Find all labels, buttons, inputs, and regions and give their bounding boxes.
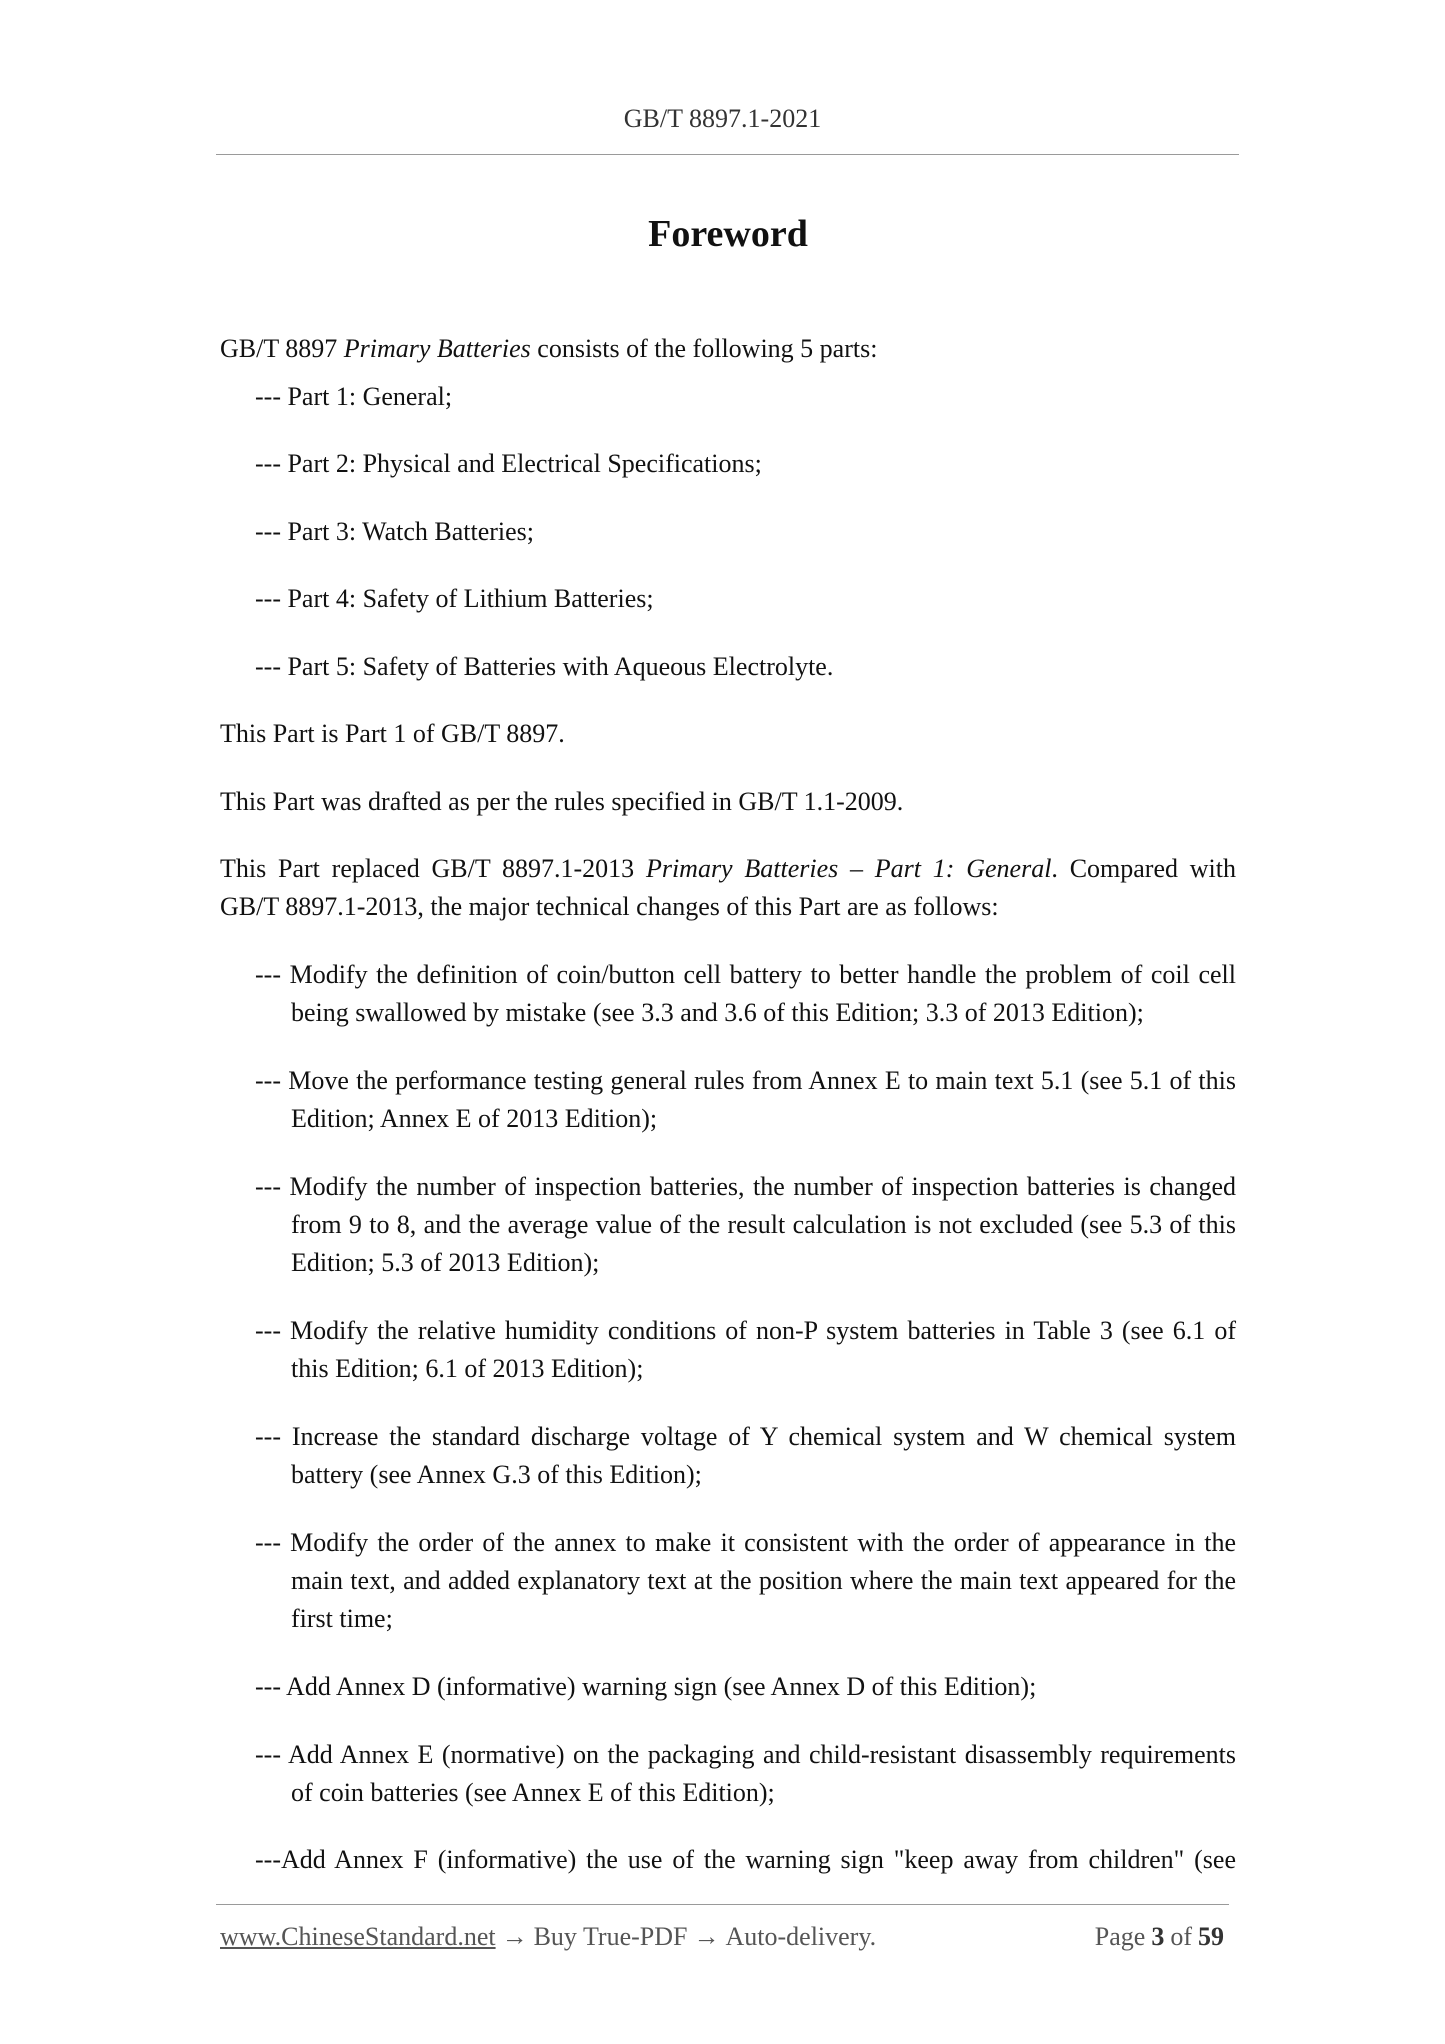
change-list-item: ---Add Annex F (informative) the use of the warning sign "keep away from children" (see (255, 1845, 1236, 1874)
replaced-paragraph (220, 850, 1236, 926)
change-list-item: --- Modify the number of inspection batteries, the number of inspection batteries is changed from 9 to 8, and the average value of the result calculation is not excluded (see 5.3 of this Edition; 5.3 of 2013 Edition); (255, 1172, 1236, 1277)
part-list-item: --- Part 2: Physical and Electrical Specifications; (255, 449, 762, 478)
replaced-prefix: This Part replaced GB/T 8897.1-2013 (220, 854, 646, 883)
change-list-item: --- Modify the order of the annex to make it consistent with the order of appearance in the main text, and added explanatory text at the position where the main text appeared for the first time; (255, 1528, 1236, 1633)
total-pages-number: 59 (1198, 1922, 1224, 1951)
buy-pdf-text: Buy True-PDF (533, 1922, 688, 1951)
change-list-item: --- Modify the definition of coin/button cell battery to better handle the problem of coil cell being swallowed by mistake (see 3.3 and 3.6 of this Edition; 3.3 of 2013 Edition); (255, 960, 1236, 1027)
replaced-italic-title: Primary Batteries – Part 1: General (645, 854, 1052, 883)
header-divider (216, 154, 1239, 155)
change-list-item: --- Modify the relative humidity conditions of non-P system batteries in Table 3 (see 6.1 of this Edition; 6.1 of 2013 Edition); (255, 1316, 1236, 1383)
auto-delivery-text: Auto-delivery. (725, 1922, 877, 1951)
document-id-header: GB/T 8897.1-2021 (623, 104, 822, 133)
part-statement-paragraph: This Part is Part 1 of GB/T 8897. (220, 719, 565, 748)
intro-italic-title: Primary Batteries (343, 334, 531, 363)
change-list-item: --- Increase the standard discharge voltage of Y chemical system and W chemical system battery (see Annex G.3 of this Edition); (255, 1422, 1236, 1489)
replaced-suffix: . Compared with GB/T 8897.1-2013, the major technical changes of this Part are as follows: (220, 854, 1236, 921)
intro-suffix: consists of the following 5 parts: (530, 334, 878, 363)
change-list-item: --- Move the performance testing general rules from Annex E to main text 5.1 (see 5.1 of this Edition; Annex E of 2013 Edition); (255, 1066, 1236, 1133)
part-list-item: --- Part 1: General; (255, 382, 453, 411)
site-link[interactable]: www.ChineseStandard.net (220, 1922, 496, 1951)
page-indicator (1095, 1922, 1230, 1952)
arrow-right-icon: → (501, 1922, 528, 1951)
part-list-item: --- Part 5: Safety of Batteries with Aqueous Electrolyte. (255, 652, 834, 681)
footer-divider (216, 1904, 1229, 1905)
intro-paragraph (220, 330, 1236, 368)
arrow-right-icon: → (693, 1922, 720, 1951)
change-list-item: --- Add Annex E (normative) on the packaging and child-resistant disassembly requirements of coin batteries (see Annex E of this Edition); (255, 1740, 1236, 1807)
drafting-rules-paragraph: This Part was drafted as per the rules specified in GB/T 1.1-2009. (220, 787, 904, 816)
current-page-number: 3 (1151, 1922, 1165, 1951)
part-list-item: --- Part 4: Safety of Lithium Batteries; (255, 584, 654, 613)
part-list-item: --- Part 3: Watch Batteries; (255, 517, 535, 546)
page-title: Foreword (648, 213, 808, 255)
change-list-item: --- Add Annex D (informative) warning sign (see Annex D of this Edition); (255, 1672, 1037, 1701)
page-label: Page (1094, 1922, 1146, 1951)
of-label: of (1170, 1922, 1192, 1951)
intro-prefix: GB/T 8897 (220, 334, 344, 363)
page-footer (220, 1922, 1230, 1952)
